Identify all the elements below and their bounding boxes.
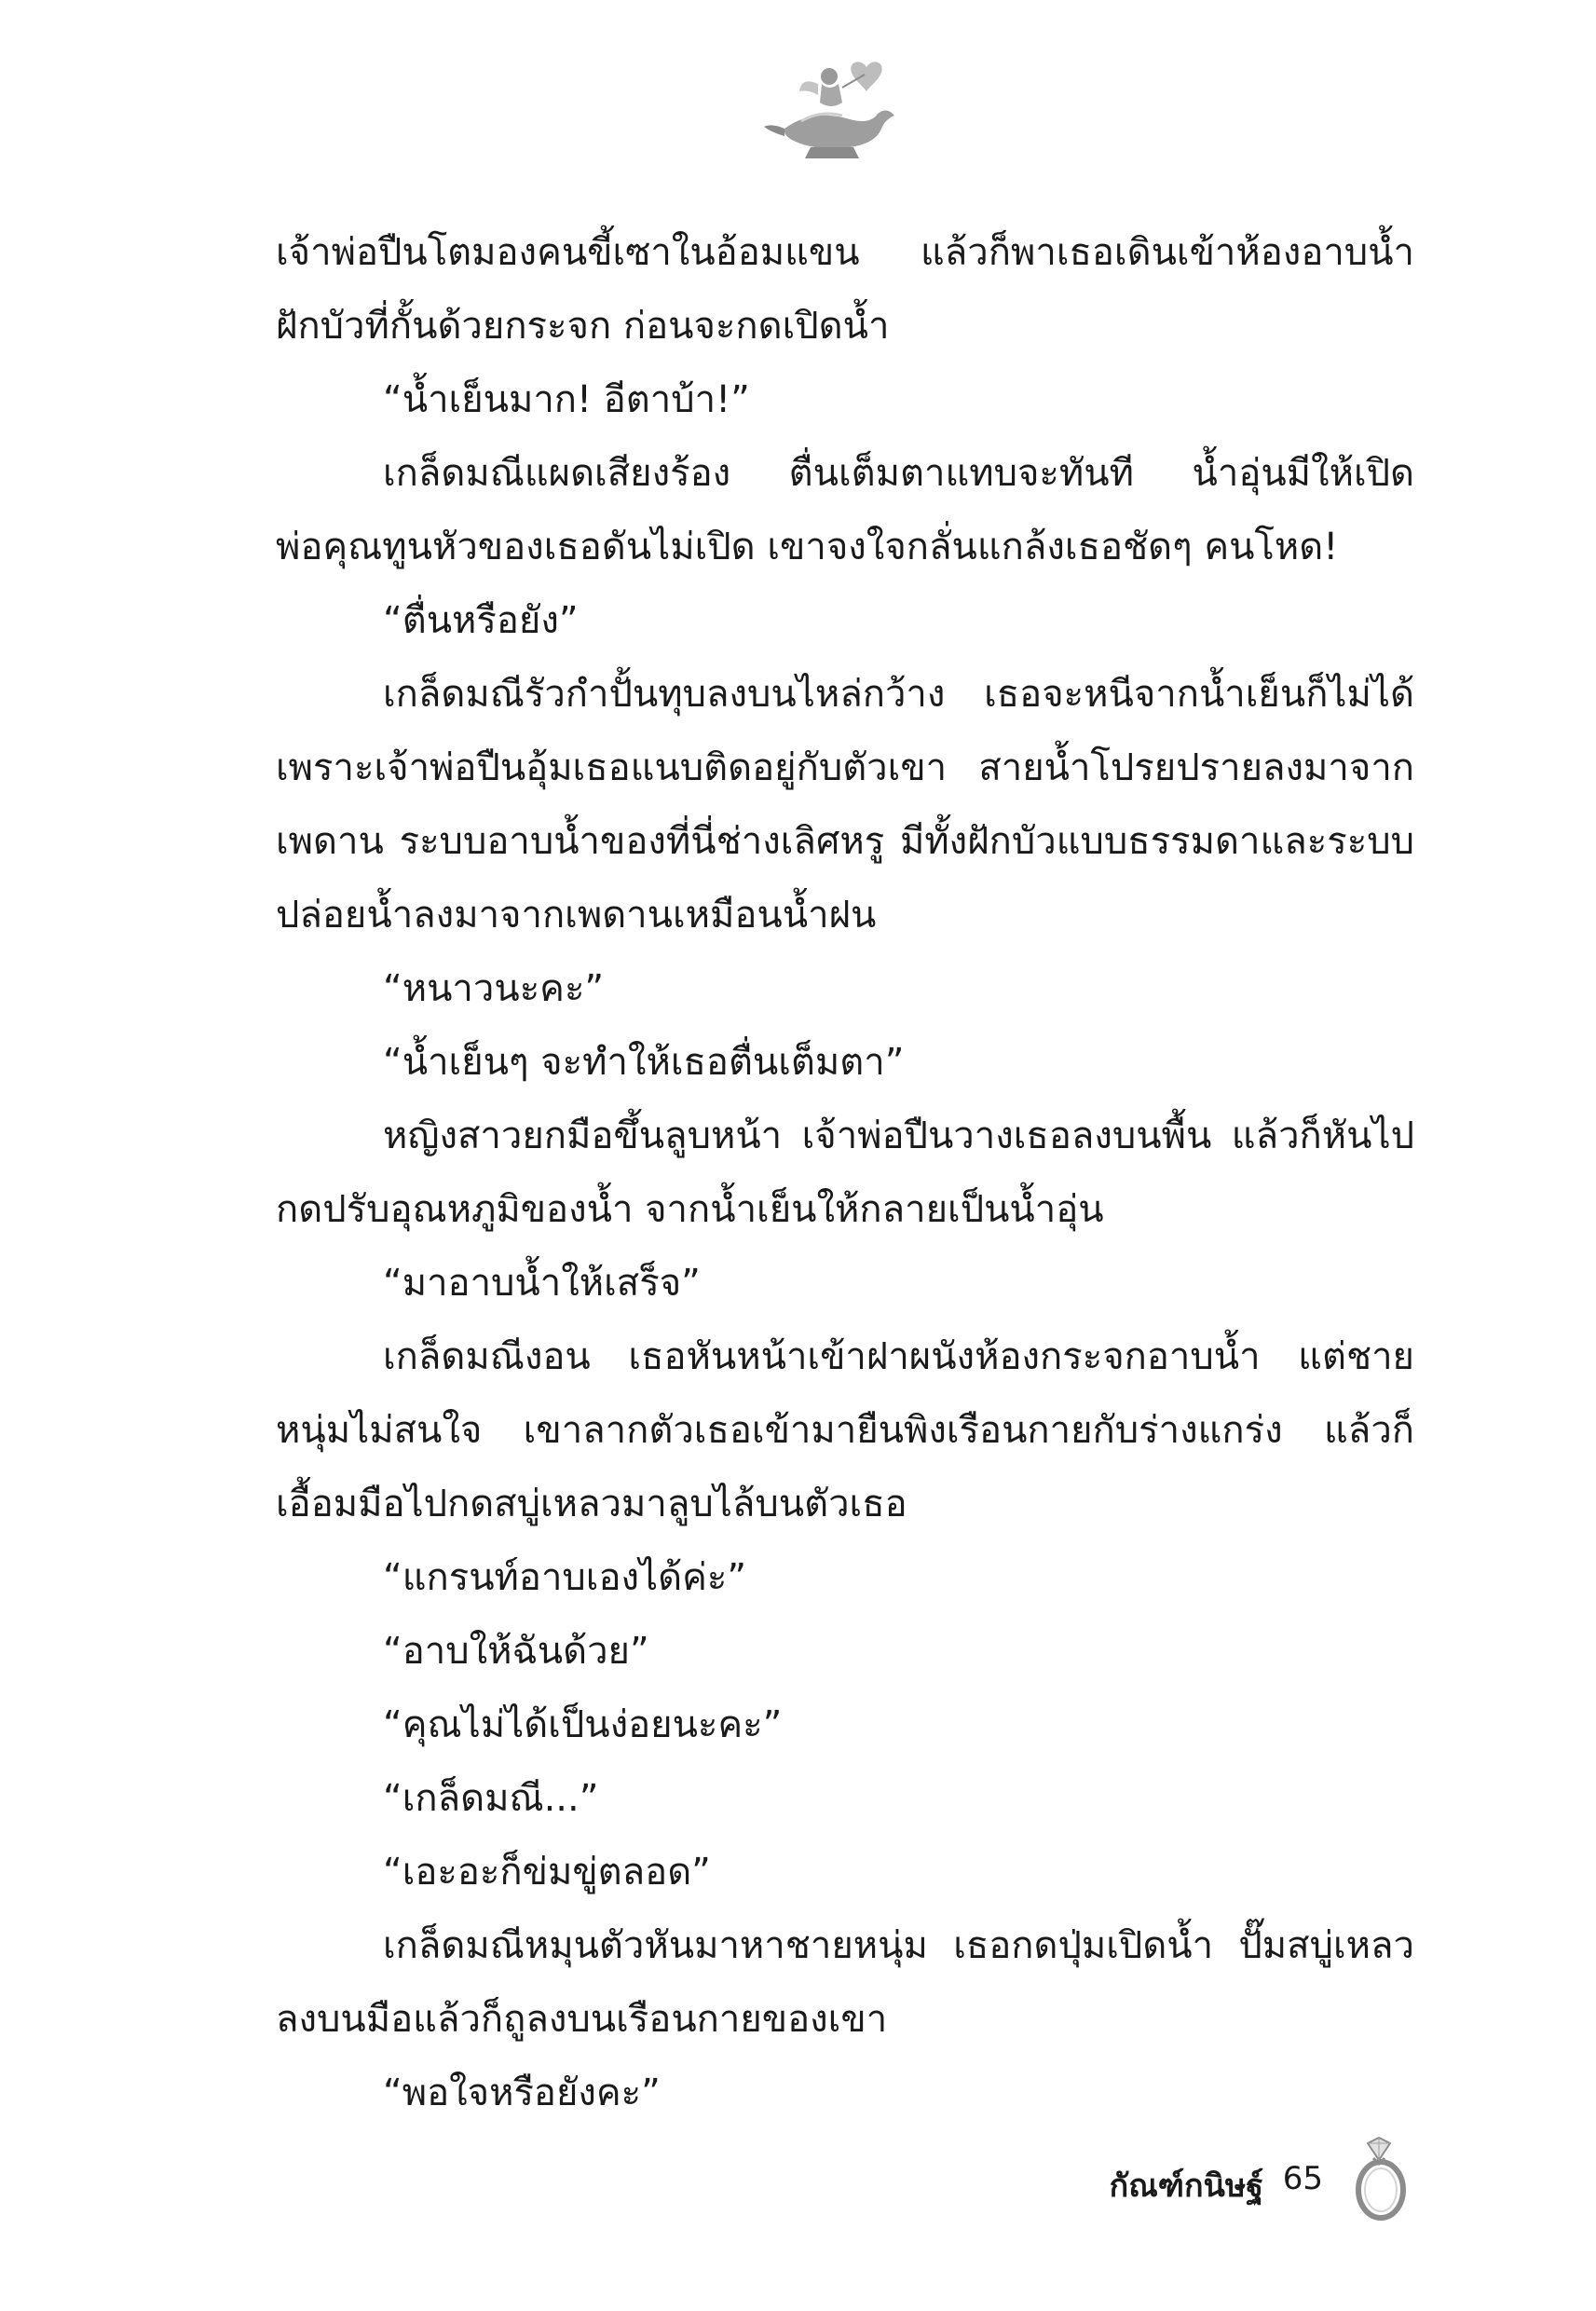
paragraph: เกล็ดมณีงอน เธอหันหน้าเข้าฝาผนังห้องกระจกอาบน้ำ แต่ชายหนุ่มไม่สนใจ เขาลากตัวเธอเข้ามายืนพิงเรือนกายกับร่างแกร่ง แล้วก็เอื้อมมือไปกดสบู่เหลวมาลูบไล้บนตัวเธอ <box>276 1335 1414 1525</box>
paragraph: เกล็ดมณีแผดเสียงร้อง ตื่นเต็มตาแทบจะทันที น้ำอุ่นมีให้เปิดพ่อคุณทูนหัวของเธอดันไม่เปิด เขาจงใจกลั่นแกล้งเธอชัดๆ คนโหด! <box>276 452 1414 568</box>
dialogue-line: “พอใจหรือยังคะ” <box>383 2072 661 2114</box>
dialogue-line: “แกรนท์อาบเองได้ค่ะ” <box>383 1556 747 1599</box>
dialogue-line: “น้ำเย็นๆ จะทำให้เธอตื่นเต็มตา” <box>383 1041 905 1084</box>
dialogue-line: “อาบให้ฉันด้วย” <box>383 1630 649 1673</box>
dialogue-line: “มาอาบน้ำให้เสร็จ” <box>383 1262 701 1305</box>
dialogue-line: “เอะอะก็ข่มขู่ตลอด” <box>383 1851 711 1894</box>
diamond-ring-icon <box>1344 2134 1416 2223</box>
paragraph: เกล็ดมณีหมุนตัวหันมาหาชายหนุ่ม เธอกดปุ่มเปิดน้ำ ปั๊มสบู่เหลวลงบนมือแล้วก็ถูลงบนเรือนกายของเขา <box>276 1924 1414 2041</box>
dialogue-line: “คุณไม่ได้เป็นง่อยนะคะ” <box>383 1703 783 1746</box>
dialogue-line: “น้ำเย็นมาก! อีตาบ้า!” <box>383 378 750 421</box>
paragraph: เกล็ดมณีรัวกำปั้นทุบลงบนไหล่กว้าง เธอจะหนีจากน้ำเย็นก็ไม่ได้ เพราะเจ้าพ่อปืนอุ้มเธอแนบติดอยู่กับตัวเขา สายน้ำโปรยปรายลงมาจากเพดาน ระบบอาบน้ำของที่นี่ช่างเลิศหรู มีทั้งฝักบัวแบบธรรมดาและระบบปล่อยน้ำลงมาจากเพดานเหมือนน้ำฝน <box>276 673 1414 937</box>
dialogue-line: “เกล็ดมณี...” <box>383 1777 599 1820</box>
page-number: 65 <box>1282 2160 1323 2197</box>
dialogue-line: “ตื่นหรือยัง” <box>383 599 579 642</box>
book-title: กัณฑ์กนิษฐ์ <box>1109 2167 1263 2205</box>
genie-lamp-icon <box>764 56 904 163</box>
page-footer <box>1025 2134 1435 2218</box>
paragraph: หญิงสาวยกมือขึ้นลูบหน้า เจ้าพ่อปืนวางเธอลงบนพื้น แล้วก็หันไปกดปรับอุณหภูมิของน้ำ จากน้ำเย็นให้กลายเป็นน้ำอุ่น <box>276 1114 1414 1231</box>
paragraph: เจ้าพ่อปืนโตมองคนขี้เซาในอ้อมแขน แล้วก็พาเธอเดินเข้าห้องอาบน้ำฝักบัวที่กั้นด้วยกระจก ก่อนจะกดเปิดน้ำ <box>276 231 1414 348</box>
dialogue-line: “หนาวนะคะ” <box>383 967 605 1010</box>
body-text <box>276 216 1414 2130</box>
